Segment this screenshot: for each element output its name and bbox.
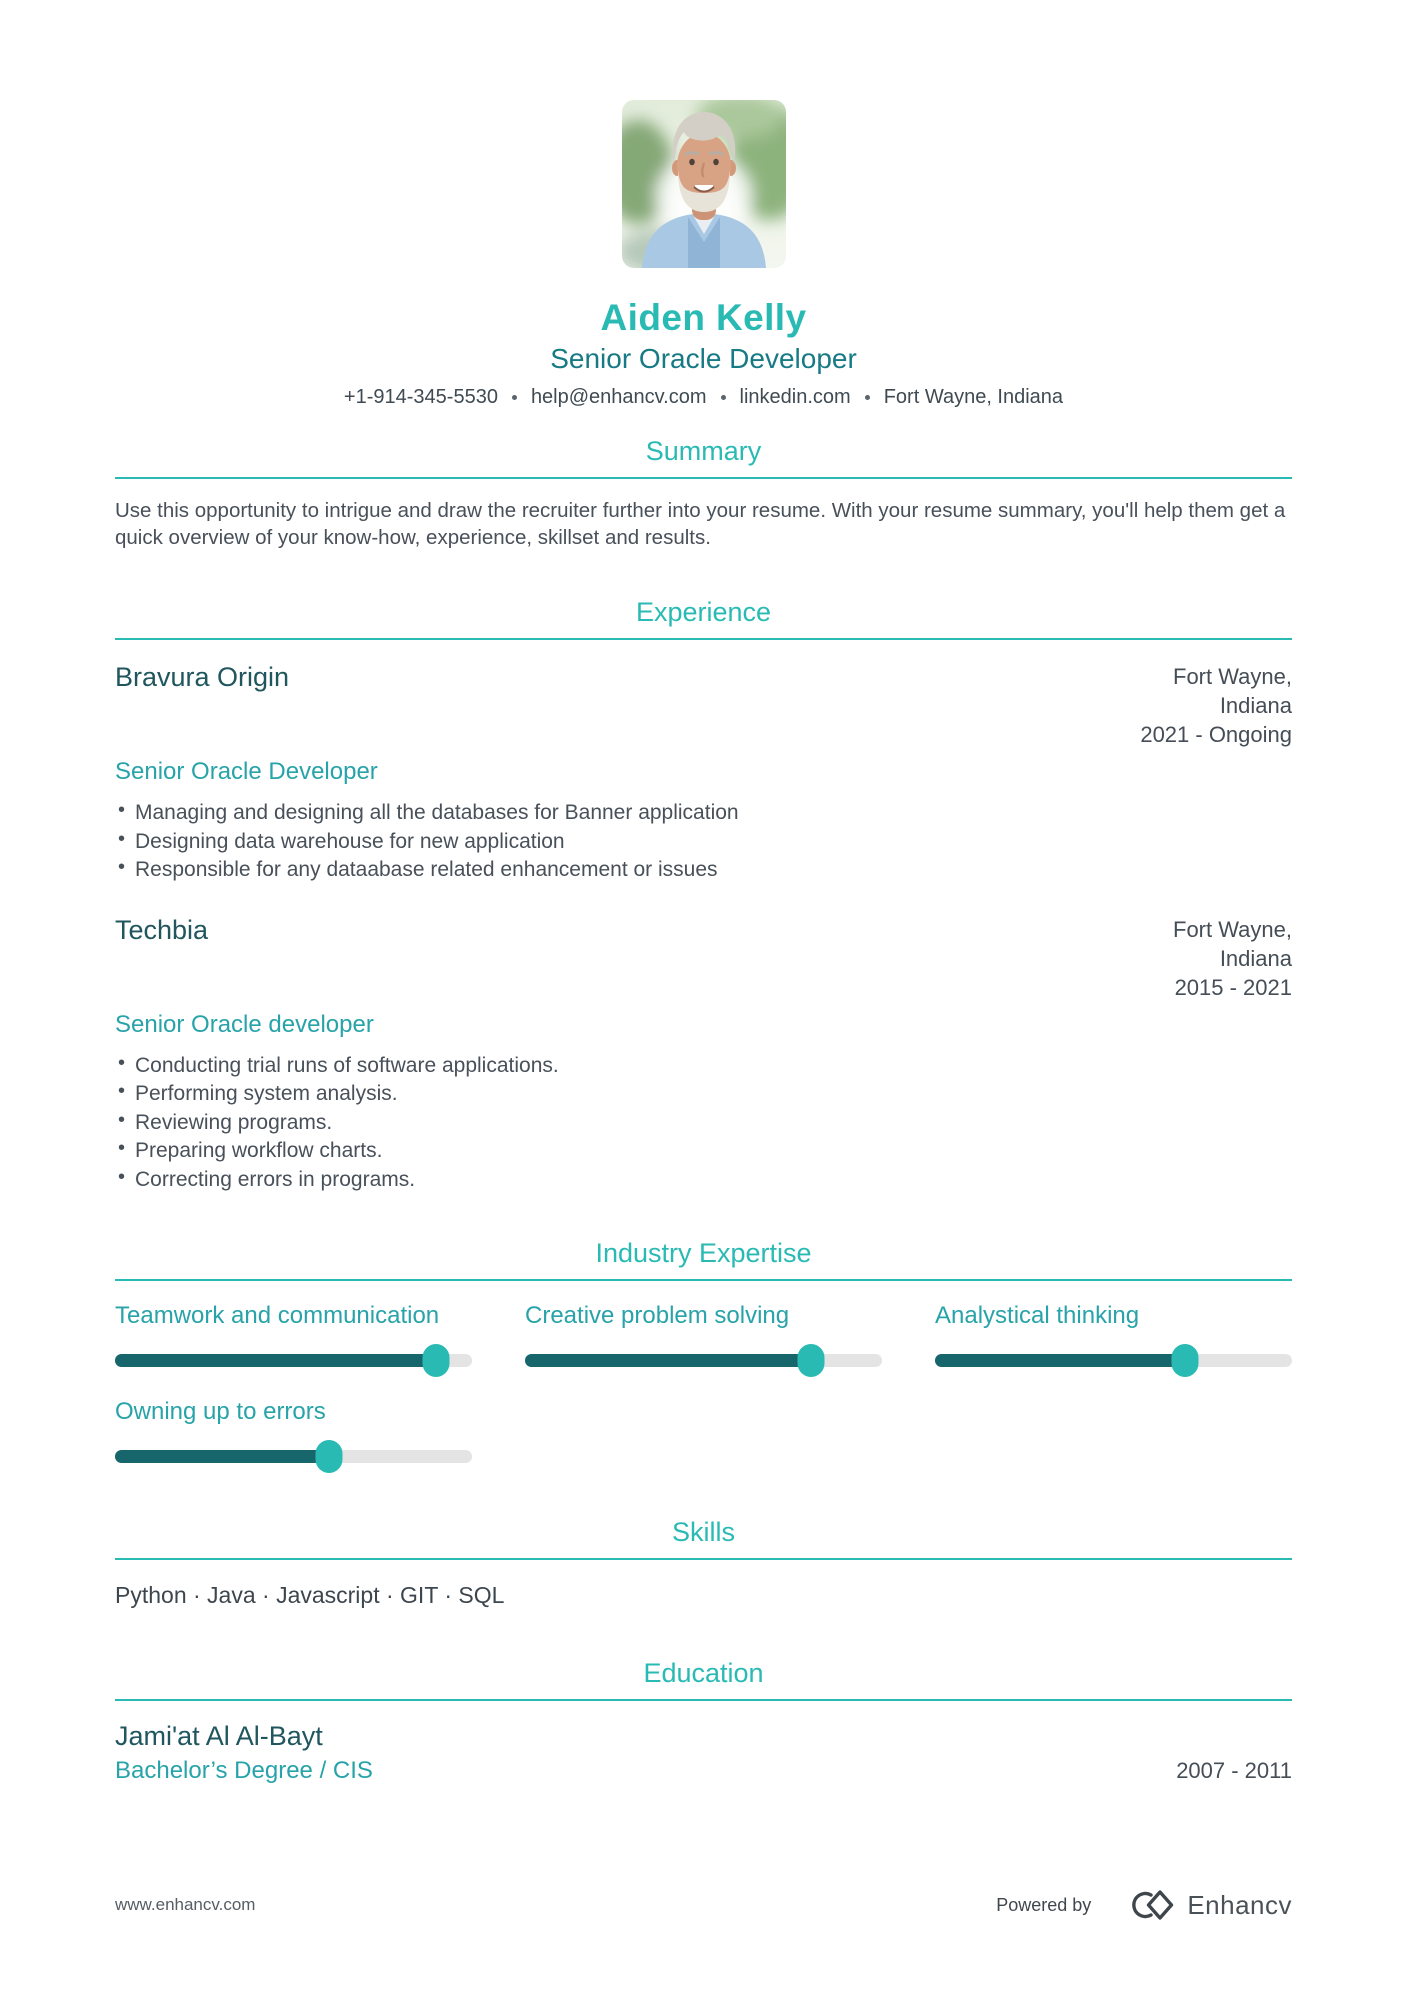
education-heading: Education — [115, 1656, 1292, 1701]
section-experience — [115, 595, 1292, 1194]
contact-phone[interactable]: +1-914-345-5530 — [343, 386, 498, 408]
job-bullet: • Conducting trial runs of software applications. — [115, 1052, 1292, 1081]
school-name: Jami'at Al Al-Bayt — [115, 1721, 323, 1751]
job-bullet: • Reviewing programs. — [115, 1109, 1292, 1138]
slider-thumb[interactable] — [316, 1440, 343, 1473]
expertise-slider — [525, 1343, 882, 1377]
expertise-slider — [935, 1343, 1292, 1377]
profile-photo — [622, 100, 786, 268]
experience-entry — [115, 662, 1292, 885]
profile-photo-illustration — [622, 100, 786, 268]
slider-fill — [935, 1354, 1185, 1367]
person-name: Aiden Kelly — [600, 297, 807, 338]
job-header — [115, 915, 1292, 1002]
slider-fill — [525, 1354, 811, 1367]
expertise-item — [525, 1301, 882, 1377]
job-role: Senior Oracle developer — [115, 1010, 374, 1038]
contact-linkedin[interactable]: linkedin.com — [739, 386, 851, 408]
dot-separator-icon — [721, 395, 726, 400]
job-dates: 2021 - Ongoing — [1140, 722, 1292, 747]
dot-separator-icon — [512, 395, 517, 400]
expertise-item — [935, 1301, 1292, 1377]
job-meta — [1140, 662, 1292, 749]
page-footer — [115, 1886, 1292, 1924]
slider-thumb[interactable] — [797, 1344, 824, 1377]
industry-expertise-heading: Industry Expertise — [115, 1236, 1292, 1281]
enhancv-logo-icon — [1121, 1886, 1175, 1924]
powered-by-label: Powered by — [996, 1894, 1092, 1915]
skills-list: Python · Java · Javascript · GIT · SQL — [115, 1582, 505, 1608]
education-detail-row — [115, 1756, 1292, 1786]
expertise-slider — [115, 1439, 472, 1473]
job-role: Senior Oracle Developer — [115, 758, 378, 785]
slider-thumb[interactable] — [1171, 1344, 1198, 1377]
expertise-label: Owning up to errors — [115, 1398, 326, 1425]
expertise-grid — [115, 1301, 1292, 1473]
job-location: Fort Wayne, Indiana — [1173, 916, 1292, 971]
section-education — [115, 1656, 1292, 1786]
company-name: Techbia — [115, 914, 209, 945]
expertise-label: Creative problem solving — [525, 1302, 790, 1329]
experience-entry — [115, 915, 1292, 1195]
job-location: Fort Wayne, Indiana — [1173, 664, 1292, 718]
slider-thumb[interactable] — [423, 1344, 450, 1377]
expertise-label: Analystical thinking — [935, 1302, 1140, 1329]
job-header — [115, 662, 1292, 749]
footer-website-link[interactable]: www.enhancv.com — [115, 1895, 256, 1914]
job-bullet-list — [115, 1052, 1292, 1195]
contact-row — [115, 384, 1292, 410]
expertise-item — [115, 1301, 472, 1377]
job-bullet: • Responsible for any dataabase related enhancement or issues — [115, 856, 1292, 885]
slider-fill — [115, 1354, 436, 1367]
skills-heading: Skills — [115, 1515, 1292, 1560]
company-name: Bravura Origin — [115, 662, 290, 692]
job-dates: 2015 - 2021 — [1174, 974, 1292, 1000]
summary-heading: Summary — [115, 434, 1292, 479]
experience-heading: Experience — [115, 595, 1292, 640]
powered-by-block — [996, 1886, 1292, 1924]
expertise-item — [115, 1397, 472, 1473]
job-bullet: • Preparing workflow charts. — [115, 1137, 1292, 1166]
contact-location: Fort Wayne, Indiana — [883, 386, 1064, 408]
job-bullet: • Managing and designing all the databases for Banner application — [115, 799, 1292, 828]
education-dates: 2007 - 2011 — [1176, 1758, 1292, 1783]
section-skills — [115, 1515, 1292, 1610]
job-bullet: • Correcting errors in programs. — [115, 1166, 1292, 1195]
slider-fill — [115, 1450, 329, 1463]
expertise-slider — [115, 1343, 472, 1377]
degree: Bachelor’s Degree / CIS — [115, 1757, 373, 1784]
job-meta — [1160, 915, 1292, 1002]
job-bullet: • Designing data warehouse for new application — [115, 828, 1292, 857]
dot-separator-icon — [865, 395, 870, 400]
expertise-label: Teamwork and communication — [115, 1302, 440, 1329]
section-summary — [115, 434, 1292, 551]
enhancv-brand-link[interactable] — [1121, 1886, 1292, 1924]
job-bullet-list — [115, 799, 1292, 885]
enhancv-brand-name: Enhancv — [1187, 1889, 1292, 1920]
contact-email[interactable]: help@enhancv.com — [530, 386, 707, 408]
section-industry-expertise — [115, 1236, 1292, 1473]
summary-text: Use this opportunity to intrigue and draw the recruiter further into your resume. With your resume summary, you'll help them get a quick overview of your know-how, experience, skillset and results. — [115, 499, 1286, 549]
job-bullet: • Performing system analysis. — [115, 1080, 1292, 1109]
person-job-title: Senior Oracle Developer — [550, 343, 857, 374]
